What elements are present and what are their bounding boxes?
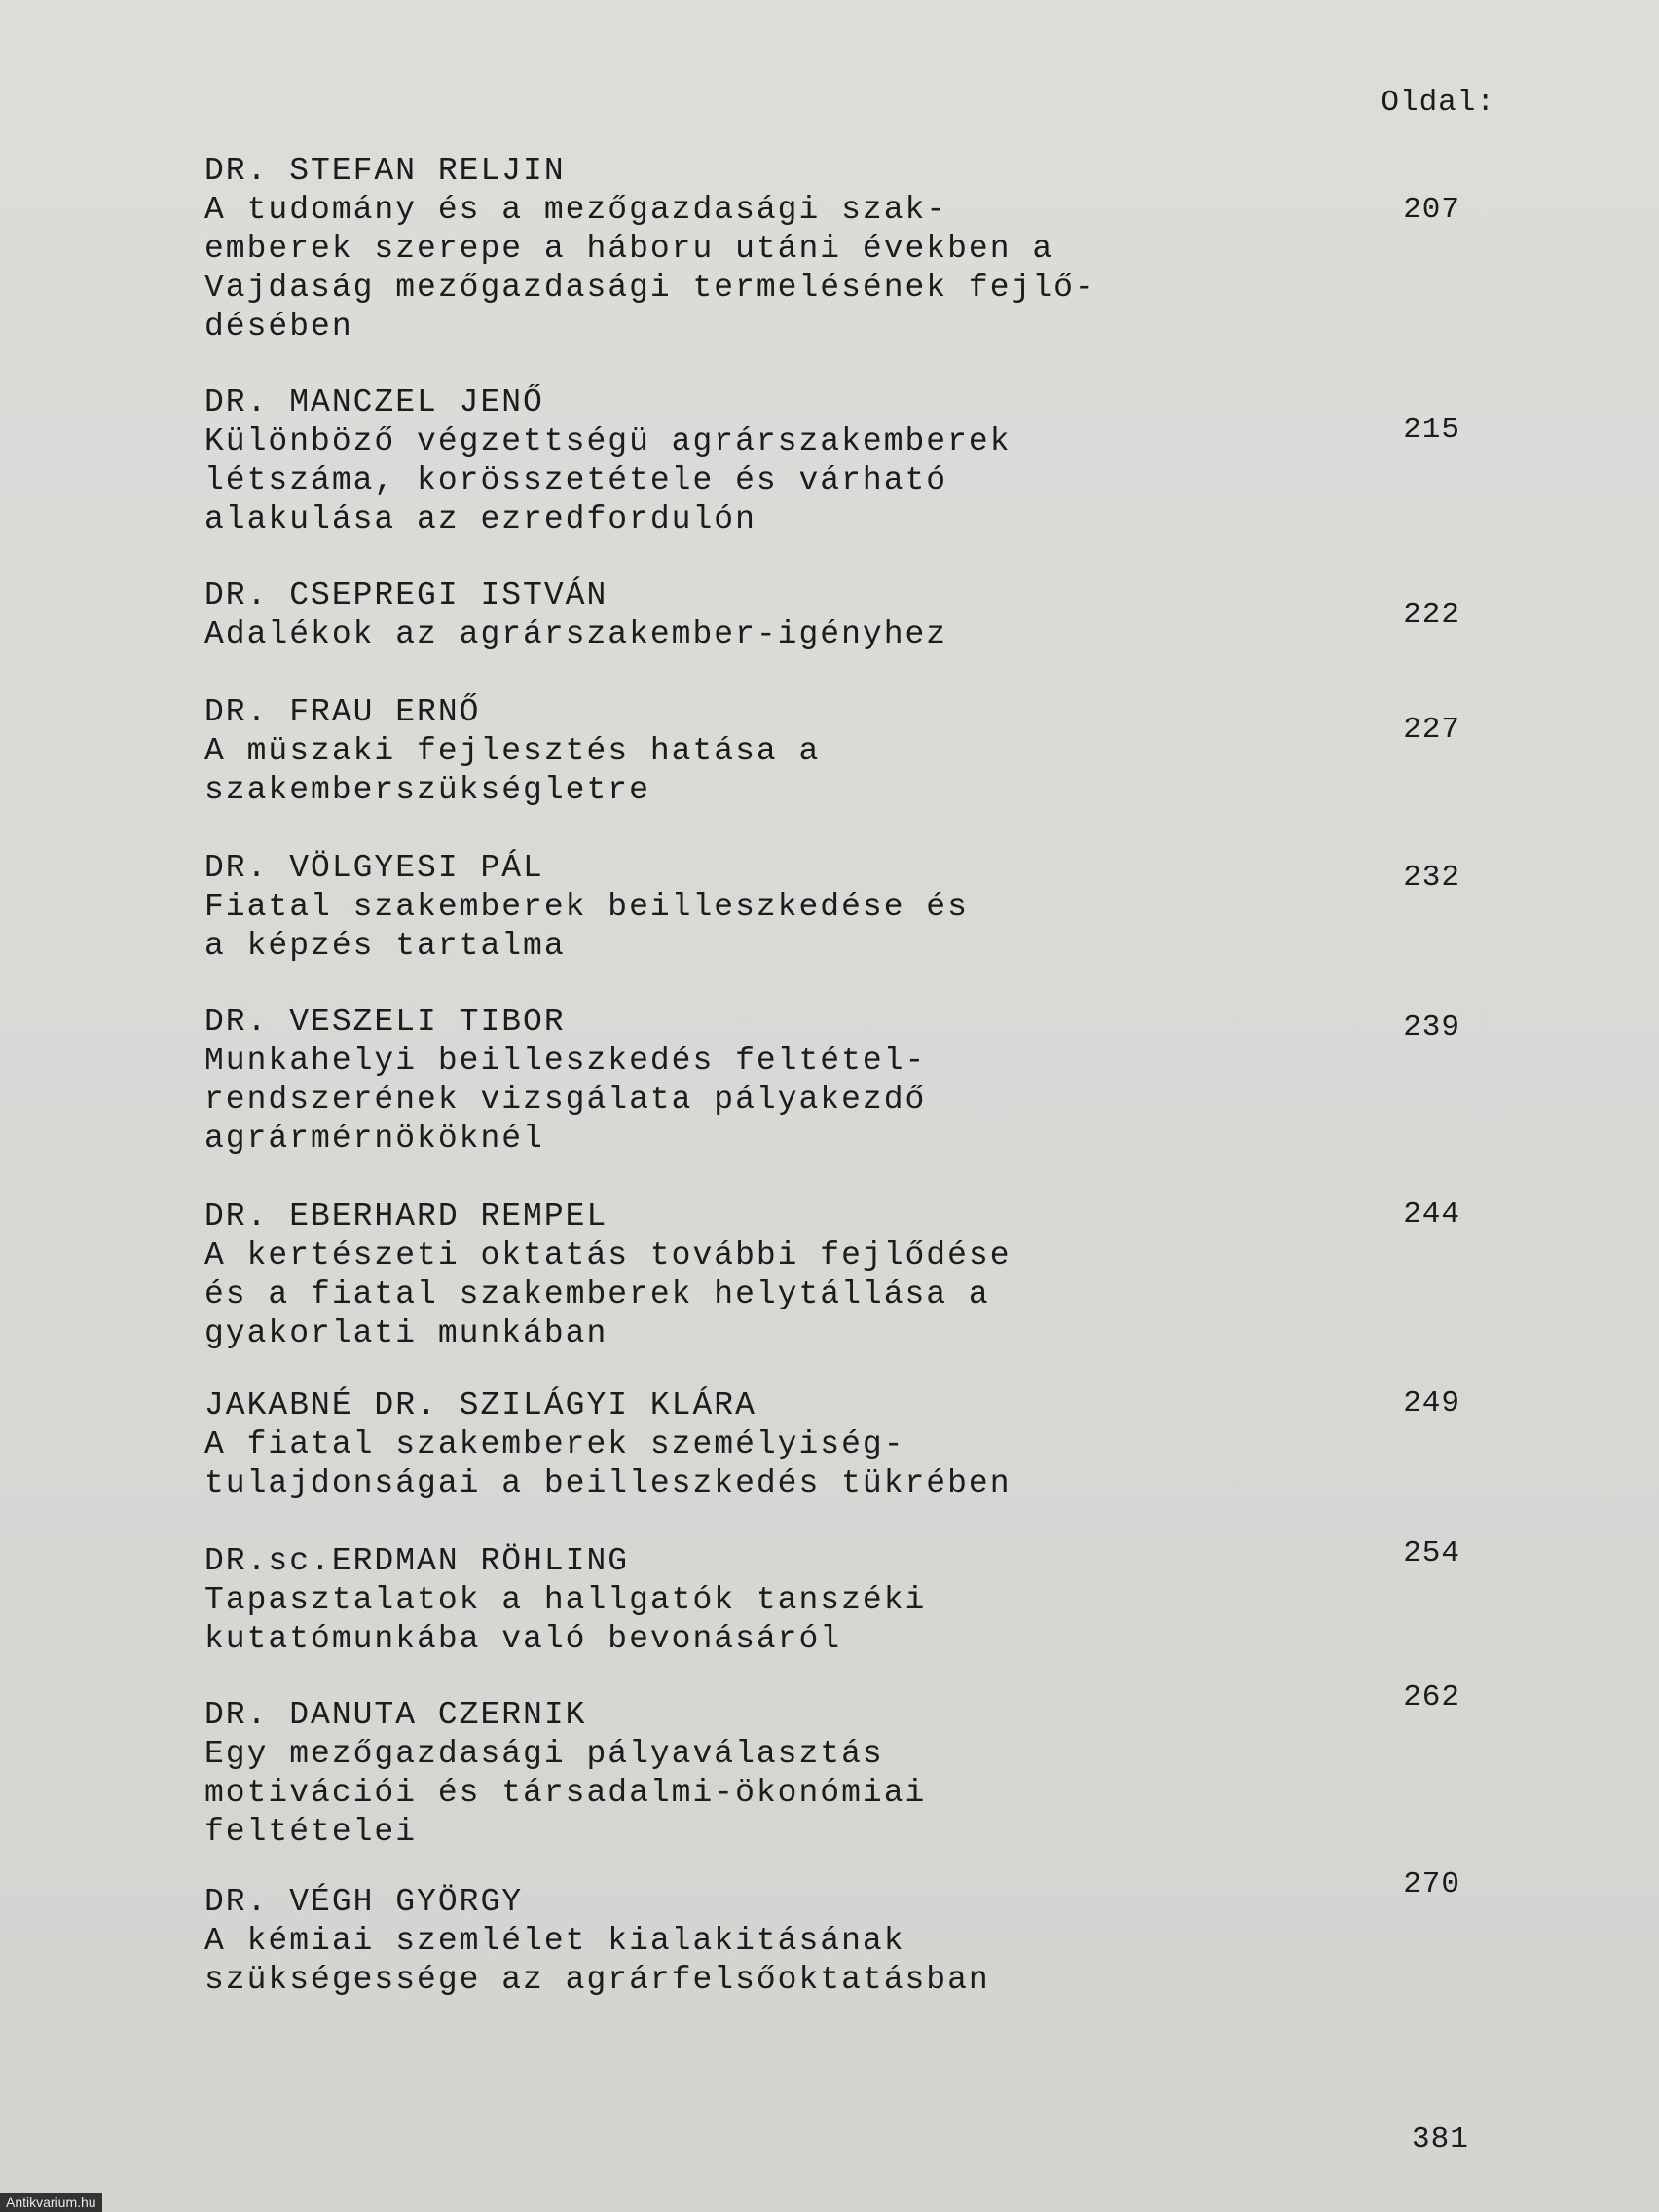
entry-title-line: Adalékok az agrárszakember-igényhez bbox=[204, 616, 948, 652]
entry-page-number: 215 bbox=[1403, 413, 1460, 447]
entry-title-line: alakulása az ezredfordulón bbox=[204, 501, 756, 537]
entry-title-line: létszáma, korösszetétele és várható bbox=[204, 462, 948, 498]
entry-page-number: 254 bbox=[1403, 1536, 1460, 1570]
entry-author: DR. MANCZEL JENŐ bbox=[204, 385, 544, 421]
entry-page-number: 249 bbox=[1403, 1386, 1460, 1420]
entry-page-number: 222 bbox=[1403, 598, 1460, 632]
entry-title-line: emberek szerepe a háboru utáni években a bbox=[204, 231, 1054, 267]
watermark: Antikvarium.hu bbox=[0, 2193, 102, 2212]
entry-title-line: kutatómunkába való bevonásáról bbox=[204, 1621, 842, 1657]
entry-author: DR. STEFAN RELJIN bbox=[204, 153, 566, 189]
entry-author: DR. CSEPREGI ISTVÁN bbox=[204, 577, 608, 613]
entry-title-line: Vajdaság mezőgazdasági termelésének fejlő- bbox=[204, 270, 1096, 306]
entry-title-line: A fiatal szakemberek személyiség- bbox=[204, 1426, 905, 1462]
entry-title-line: tulajdonságai a beilleszkedés tükrében bbox=[204, 1465, 1012, 1501]
entry-title-line: Fiatal szakemberek beilleszkedése és bbox=[204, 889, 969, 925]
toc-entry bbox=[204, 1386, 1460, 1503]
entry-title-line: A müszaki fejlesztés hatása a bbox=[204, 733, 821, 769]
toc-entry bbox=[204, 1536, 1460, 1659]
entry-title-line: agrármérnököknél bbox=[204, 1121, 544, 1157]
entry-title-line: és a fiatal szakemberek helytállása a bbox=[204, 1276, 990, 1312]
toc-entry bbox=[204, 1198, 1460, 1353]
entry-title-line: gyakorlati munkában bbox=[204, 1315, 608, 1351]
entry-title-line: Különböző végzettségü agrárszakemberek bbox=[204, 424, 1012, 460]
entry-title-line: rendszerének vizsgálata pályakezdő bbox=[204, 1082, 927, 1118]
entry-title-line: motivációi és társadalmi-ökonómiai bbox=[204, 1775, 927, 1811]
entry-title-line: désében bbox=[204, 309, 353, 345]
entry-author: DR. VÖLGYESI PÁL bbox=[204, 850, 544, 886]
entry-author: DR. EBERHARD REMPEL bbox=[204, 1198, 608, 1235]
entry-title-line: Munkahelyi beilleszkedés feltétel- bbox=[204, 1043, 927, 1079]
entry-title-line: A kémiai szemlélet kialakitásának bbox=[204, 1923, 905, 1959]
toc-entry bbox=[204, 152, 1460, 347]
toc-entry bbox=[204, 1003, 1460, 1159]
page-column-header: Oldal: bbox=[1381, 86, 1495, 120]
entry-title-line: szükségessége az agrárfelsőoktatásban bbox=[204, 1962, 990, 1998]
entry-page-number: 207 bbox=[1403, 193, 1460, 227]
entry-title-line: A kertészeti oktatás további fejlődése bbox=[204, 1237, 1012, 1273]
toc-entry bbox=[204, 849, 1460, 966]
entry-title-line: Egy mezőgazdasági pályaválasztás bbox=[204, 1736, 884, 1772]
entry-title-line: A tudomány és a mezőgazdasági szak- bbox=[204, 192, 948, 228]
toc-entry bbox=[204, 576, 1460, 654]
entry-author: DR. DANUTA CZERNIK bbox=[204, 1697, 587, 1733]
entry-page-number: 239 bbox=[1403, 1011, 1460, 1045]
entry-page-number: 244 bbox=[1403, 1198, 1460, 1232]
entry-title-line: Tapasztalatok a hallgatók tanszéki bbox=[204, 1582, 927, 1618]
entry-page-number: 270 bbox=[1403, 1867, 1460, 1901]
entry-title-line: a képzés tartalma bbox=[204, 928, 566, 964]
entry-title-line: feltételei bbox=[204, 1814, 418, 1850]
entry-author: JAKABNÉ DR. SZILÁGYI KLÁRA bbox=[204, 1387, 756, 1423]
toc-entry bbox=[204, 1680, 1460, 1852]
toc-entry bbox=[204, 1867, 1460, 2000]
entry-author: DR. FRAU ERNŐ bbox=[204, 694, 481, 730]
entry-page-number: 227 bbox=[1403, 713, 1460, 747]
entry-page-number: 262 bbox=[1403, 1680, 1460, 1714]
toc-entry bbox=[204, 384, 1460, 539]
entry-author: DR.sc.ERDMAN RÖHLING bbox=[204, 1543, 630, 1579]
entry-author: DR. VESZELI TIBOR bbox=[204, 1004, 566, 1040]
entry-title-line: szakemberszükségletre bbox=[204, 772, 650, 808]
toc-entry bbox=[204, 693, 1460, 810]
entry-page-number: 232 bbox=[1403, 861, 1460, 895]
page-number: 381 bbox=[1412, 2122, 1469, 2157]
entry-author: DR. VÉGH GYÖRGY bbox=[204, 1884, 524, 1920]
